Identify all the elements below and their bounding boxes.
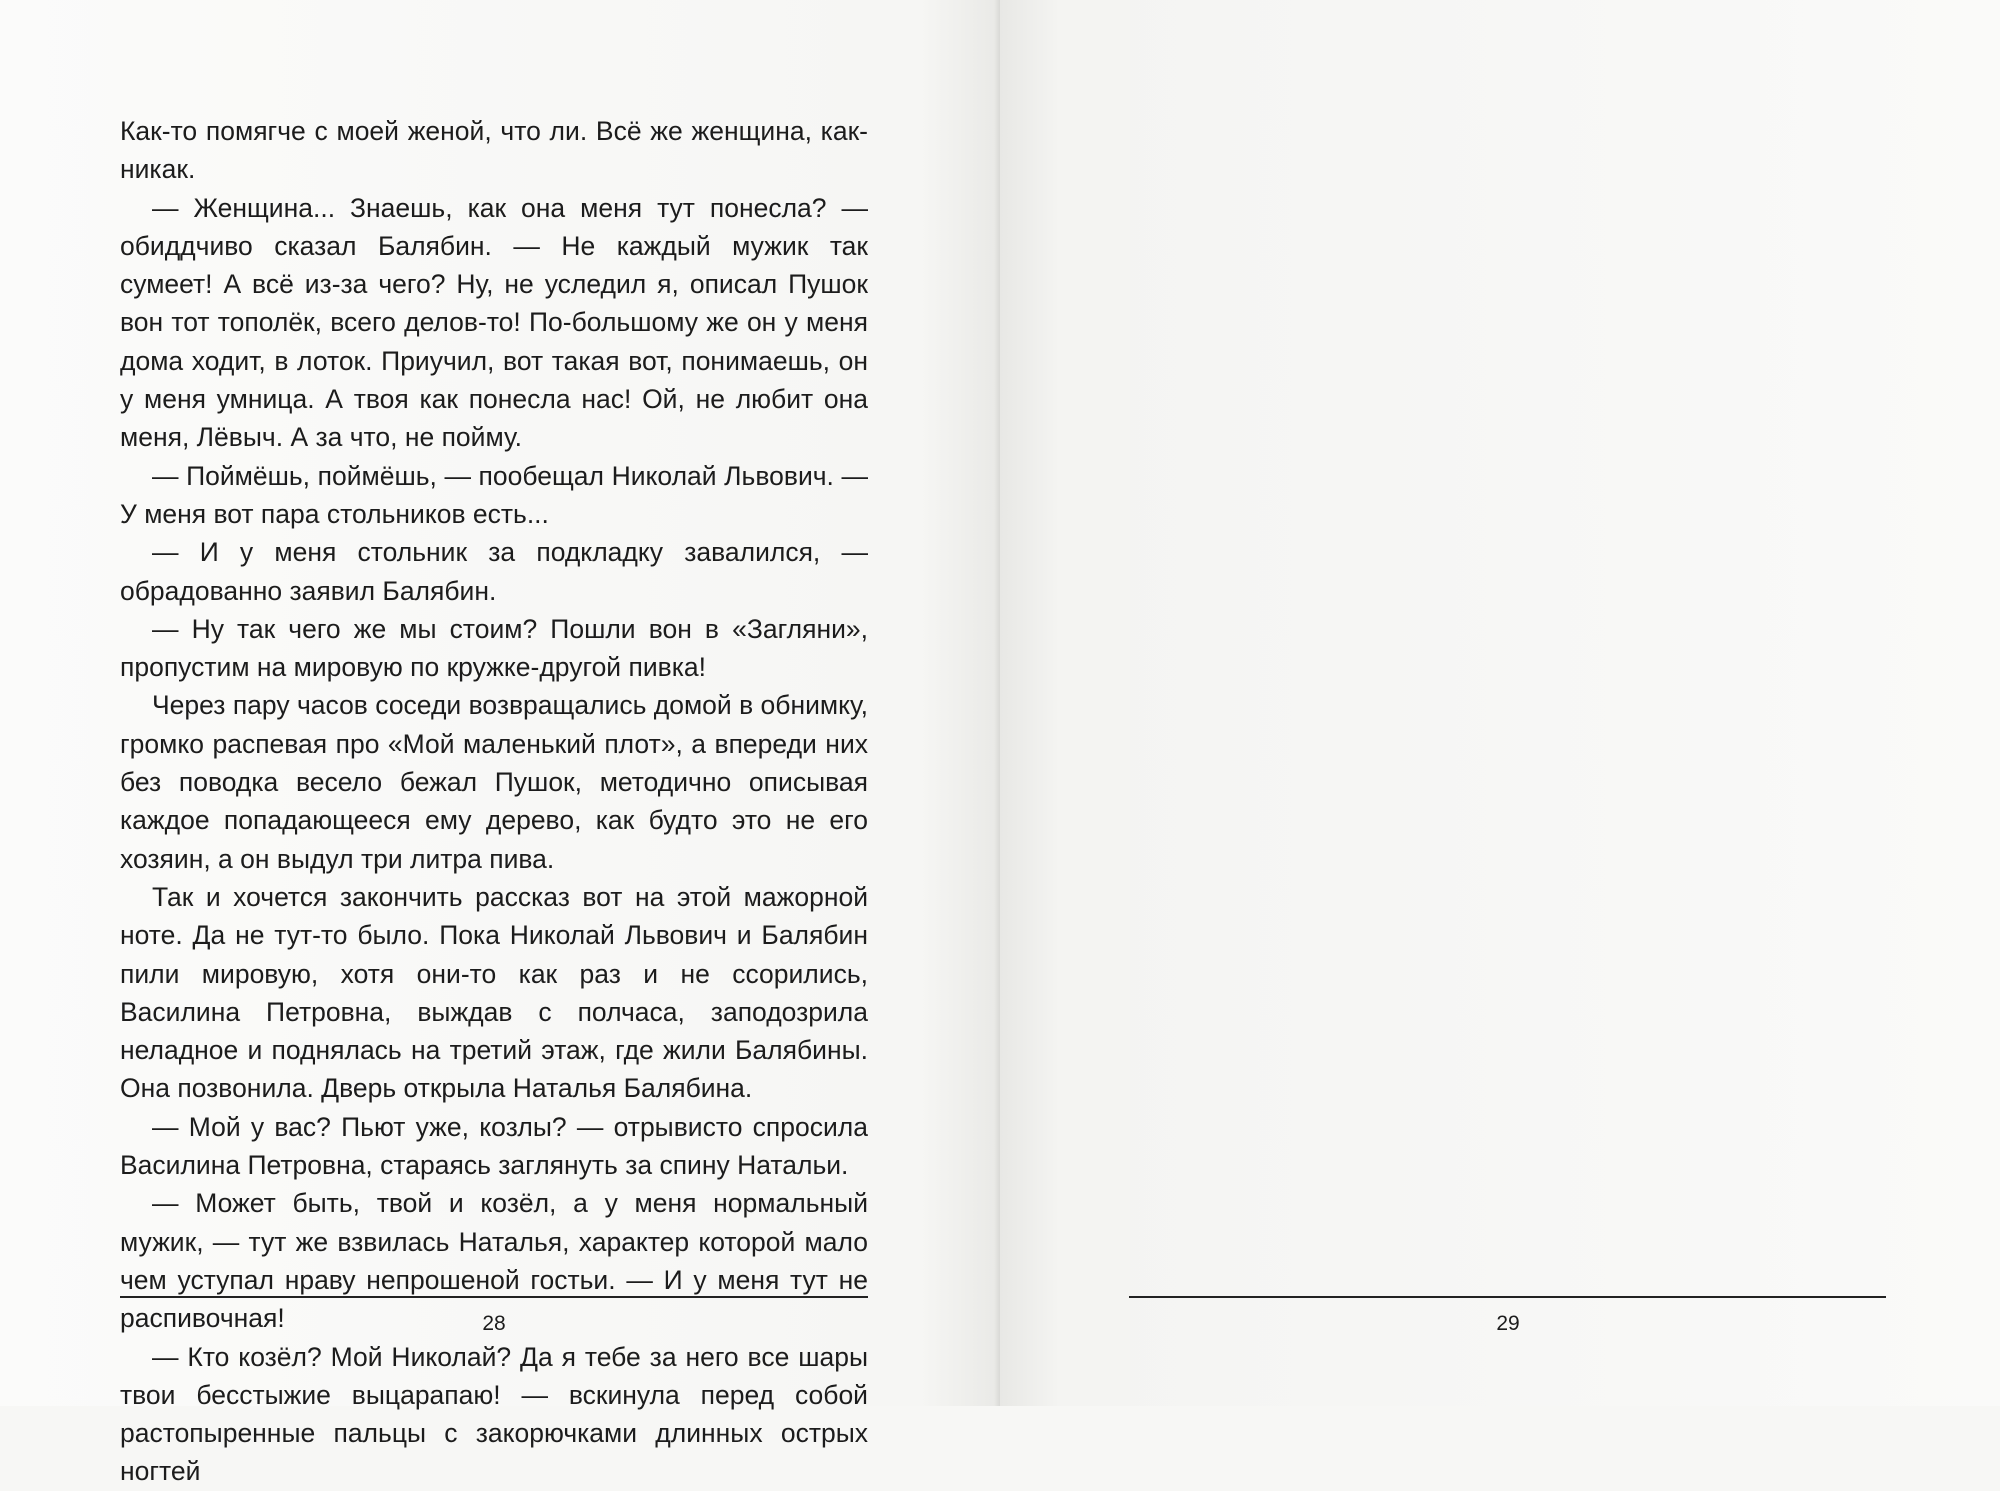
paragraph: — Мой у вас? Пьют уже, козлы? — отрывисто спросила Василина Петровна, стараясь заглянуть за спину Натальи.	[120, 1111, 868, 1181]
paragraph: Как-то помягче с моей женой, что ли. Всё же женщина, как-никак.	[120, 116, 868, 185]
footer-divider	[120, 1296, 868, 1298]
footer-divider	[1129, 1296, 1886, 1298]
paragraph: — Кто козёл? Мой Николай? Да я тебе за него все шары твои бесстыжие выцарапаю! — вскинула перед собой растопыренные пальцы с закорючками длинных острых ногтей	[120, 1341, 868, 1487]
paragraph: Через пару часов соседи возвращались домой в обнимку, громко распевая про «Мой маленький плот», а впереди них без поводка весело бежал Пушок, методично описывая каждое попадающееся ему дерево, как будто это не его хозяин, а он выдул три литра пива.	[120, 690, 868, 874]
paragraph: — Ну так чего же мы стоим? Пошли вон в «Загляни», пропустим на мировую по кружке-другой пивка!	[120, 613, 868, 683]
right-page	[1000, 0, 2000, 1406]
paragraph: Так и хочется закончить рассказ вот на этой мажорной ноте. Да не тут-то было. Пока Николай Львович и Балябин пили мировую, хотя они-то как раз и не ссорились, Василина Петровна, выждав с полчаса, заподозрила неладное и поднялась на третий этаж, где жили Балябины. Она позвонила. Дверь открыла Наталья Балябина.	[120, 881, 868, 1104]
paragraph: — Женщина... Знаешь, как она меня тут понесла? — обиддчиво сказал Балябин. — Не каждый мужик так сумеет! А всё из-за чего? Ну, не уследил я, описал Пушок вон тот тополёк, всего делов-то! По-большому же он у меня дома ходит, в лоток. Приучил, вот такая вот, понимаешь, он у меня умница. А твоя как понесла нас! Ой, не любит она меня, Лёвыч. А за что, не пойму.	[120, 192, 868, 453]
paragraph: — Может быть, твой и козёл, а у меня нормальный мужик, — тут же взвилась Наталья, характер которой мало чем уступал нраву непрошеной гостьи. — И у меня тут не распивочная!	[120, 1188, 868, 1334]
story-text	[120, 112, 868, 1491]
page-number: 28	[482, 1312, 506, 1335]
page-number: 29	[1496, 1312, 1520, 1335]
paragraph: — Поймёшь, поймёшь, — пообещал Николай Львович. — У меня вот пара стольников есть...	[120, 460, 868, 529]
left-page	[0, 0, 1000, 1487]
paragraph: — И у меня стольник за подкладку завалился, — обрадованно заявил Балябин.	[120, 537, 868, 606]
